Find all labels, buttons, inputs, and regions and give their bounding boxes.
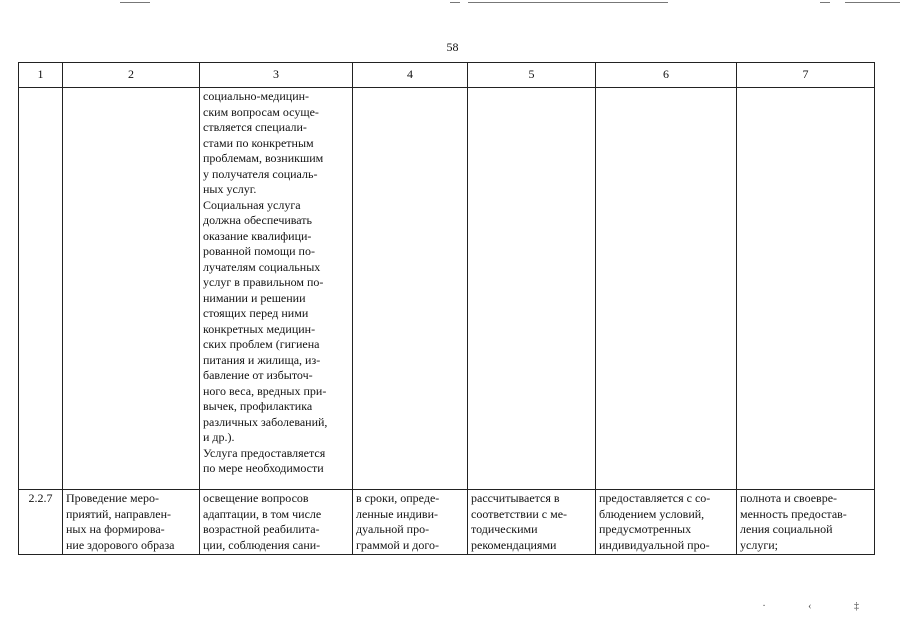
service-norm-cell: рассчитывается в соответствии с ме- тодическими рекомендациями (468, 490, 596, 555)
table-cell (596, 88, 737, 490)
table-cell (63, 88, 200, 490)
scan-dash (845, 2, 900, 3)
table-cell (468, 88, 596, 490)
header-cell: 4 (353, 63, 468, 88)
header-cell: 6 (596, 63, 737, 88)
services-table (18, 62, 875, 555)
scan-dash (120, 2, 150, 3)
service-conditions-cell: предоставляется с со- блюдением условий, предусмотренных индивидуальной про- (596, 490, 737, 555)
header-cell: 3 (200, 63, 353, 88)
service-timing-cell: в сроки, опреде- ленные индиви- дуальной про- граммой и дого- (353, 490, 468, 555)
table-row-continued (19, 88, 875, 490)
table-row-2-2-7 (19, 490, 875, 555)
table-cell (737, 88, 875, 490)
scan-artifacts (0, 0, 905, 10)
header-cell: 7 (737, 63, 875, 88)
scan-dash (820, 2, 830, 3)
table-cell (19, 88, 63, 490)
header-cell: 1 (19, 63, 63, 88)
header-row (19, 63, 875, 88)
scan-dash (450, 2, 460, 3)
header-cell: 5 (468, 63, 596, 88)
page-number: 58 (446, 40, 459, 54)
table-cell (353, 88, 468, 490)
row-number-cell: 2.2.7 (19, 490, 63, 555)
scan-dash (468, 2, 668, 3)
service-name-cell: Проведение меро- приятий, направлен- ных на формирова- ние здорового образа (63, 490, 200, 555)
header-cell: 2 (63, 63, 200, 88)
service-quality-cell: полнота и своевре- менность предостав- ления социальной услуги; (737, 490, 875, 555)
scan-footer-marks: · ‹ ‡ (762, 601, 879, 612)
service-description-cell: освещение вопросов адаптации, в том числе возрастной реабилита- ции, соблюдения сани- (200, 490, 353, 555)
service-description-cell: социально-медицин- ским вопросам осуще- ствляется специали- стами по конкретным проблемам, возникшим у получателя социаль- ных услуг. Социальная услуга должна обеспечивать оказание квалифици- рованной помощи по- лучателям социальных услуг в правильном по- нимании и решении стоящих перед ними конкретных медицин- ских проблем (гигиена питания и жилища, из- бавление от избыточ- ного веса, вредных при- вычек, профилактика различных заболеваний, и др.). Услуга предоставляется по мере необходимости (200, 88, 353, 490)
